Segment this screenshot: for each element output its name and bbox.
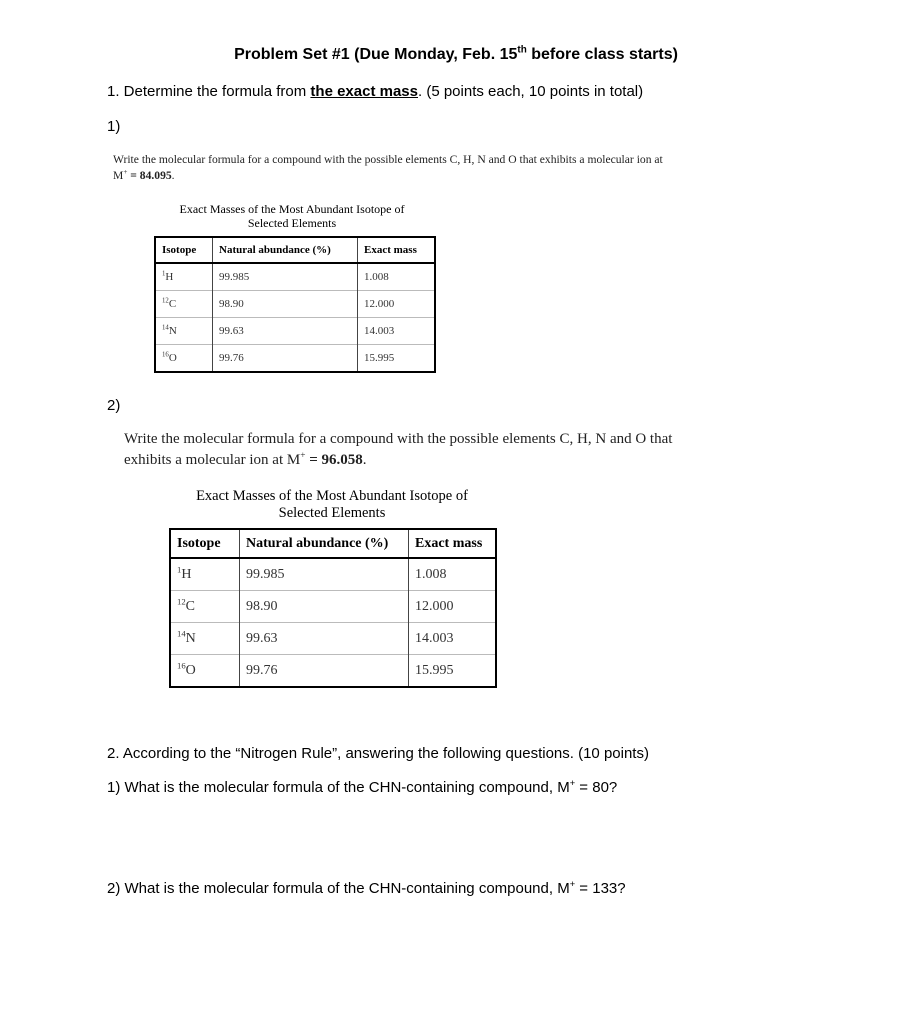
title-superscript: th xyxy=(517,44,527,56)
ion-value: = 84.095 xyxy=(127,169,172,182)
table-2-caption xyxy=(169,488,495,522)
isotope-cell: $^{14}$N xyxy=(170,623,240,655)
table-row xyxy=(170,655,496,688)
table-header-row xyxy=(170,529,496,558)
q1-part-1-label: 1) xyxy=(107,118,121,135)
ion-charge: + xyxy=(569,879,576,889)
exact-mass-cell: 12.000 xyxy=(409,591,497,623)
table-row xyxy=(170,558,496,591)
q1-part-2-label: 2) xyxy=(107,397,121,414)
question-1-intro xyxy=(107,83,643,100)
isotope-cell: $^1$H xyxy=(155,263,213,291)
q1-intro-pre: 1. Determine the formula from xyxy=(107,83,311,100)
q1-part-2-line1: Write the molecular formula for a compound with the possible elements C, H, N and O that xyxy=(124,431,673,447)
ion-charge: + xyxy=(123,168,128,177)
q1-intro-post: . (5 points each, 10 points in total) xyxy=(418,83,644,100)
q2-part-1-post: = 80? xyxy=(575,779,618,796)
exact-mass-cell: 15.995 xyxy=(358,345,436,373)
table-header-row xyxy=(155,237,435,263)
exact-mass-cell: 14.003 xyxy=(409,623,497,655)
table-row xyxy=(155,291,435,318)
q2-part-1-pre: 1) What is the molecular formula of the CHN-containing compound, M xyxy=(107,779,570,796)
q2-part-2-post: = 133? xyxy=(575,880,626,897)
q1-part-1-line1: Write the molecular formula for a compound with the possible elements C, H, N and O that exhibits a molecular ion at xyxy=(113,153,663,166)
exact-mass-cell: 14.003 xyxy=(358,318,436,345)
exact-masses-table-1 xyxy=(154,236,436,373)
exact-mass-cell: 15.995 xyxy=(409,655,497,688)
isotope-cell: $^1$H xyxy=(170,558,240,591)
ion-value: = 96.058 xyxy=(305,452,363,468)
header-isotope: Isotope xyxy=(170,529,240,558)
exact-mass-cell: 1.008 xyxy=(358,263,436,291)
table-1-caption-line1: Exact Masses of the Most Abundant Isotope of xyxy=(179,202,405,216)
table-1-caption-line2: Selected Elements xyxy=(247,216,337,230)
exact-mass-cell: 12.000 xyxy=(358,291,436,318)
isotope-cell: $^{16}$O xyxy=(170,655,240,688)
title-main: Problem Set #1 (Due Monday, Feb. 15 xyxy=(234,46,518,63)
isotope-cell: $^{16}$O xyxy=(155,345,213,373)
table-row xyxy=(170,591,496,623)
abundance-cell: 99.76 xyxy=(213,345,358,373)
table-1-caption xyxy=(154,202,430,230)
title-end: before class starts) xyxy=(526,46,678,63)
abundance-cell: 98.90 xyxy=(240,591,409,623)
table-row xyxy=(170,623,496,655)
q1-part-2-line2 xyxy=(124,450,744,471)
table-row xyxy=(155,263,435,291)
exact-mass-cell: 1.008 xyxy=(409,558,497,591)
abundance-cell: 99.76 xyxy=(240,655,409,688)
q2-part-1 xyxy=(107,779,617,796)
question-2-intro: 2. According to the “Nitrogen Rule”, answering the following questions. (10 points) xyxy=(107,745,649,762)
header-abundance: Natural abundance (%) xyxy=(213,237,358,263)
ion-charge: + xyxy=(569,778,576,788)
ion-symbol: M xyxy=(113,169,124,182)
q2-part-2-pre: 2) What is the molecular formula of the CHN-containing compound, M xyxy=(107,880,570,897)
q1-intro-emphasis: the exact mass xyxy=(310,83,418,100)
isotope-cell: $^{12}$C xyxy=(155,291,213,318)
header-isotope: Isotope xyxy=(155,237,213,263)
abundance-cell: 99.985 xyxy=(213,263,358,291)
page-title xyxy=(0,46,912,64)
header-exact-mass: Exact mass xyxy=(358,237,436,263)
header-exact-mass: Exact mass xyxy=(409,529,497,558)
q1-part-1-line2 xyxy=(113,168,773,184)
header-abundance: Natural abundance (%) xyxy=(240,529,409,558)
ion-end: . xyxy=(171,169,175,182)
table-2-caption-line1: Exact Masses of the Most Abundant Isotope of xyxy=(196,488,468,504)
abundance-cell: 99.63 xyxy=(213,318,358,345)
isotope-cell: $^{12}$C xyxy=(170,591,240,623)
q1-part-1-text xyxy=(113,152,773,184)
ion-end: . xyxy=(362,452,367,468)
ion-symbol: M xyxy=(286,452,301,468)
q1-part-2-text xyxy=(124,429,744,471)
abundance-cell: 98.90 xyxy=(213,291,358,318)
q2-part-2 xyxy=(107,880,626,897)
isotope-cell: $^{14}$N xyxy=(155,318,213,345)
table-row xyxy=(155,318,435,345)
abundance-cell: 99.985 xyxy=(240,558,409,591)
abundance-cell: 99.63 xyxy=(240,623,409,655)
table-row xyxy=(155,345,435,373)
ion-charge: + xyxy=(300,451,306,461)
table-2-caption-line2: Selected Elements xyxy=(278,505,386,521)
q1-part-2-line2-pre: exhibits a molecular ion at xyxy=(124,452,287,468)
exact-masses-table-2 xyxy=(169,528,497,688)
